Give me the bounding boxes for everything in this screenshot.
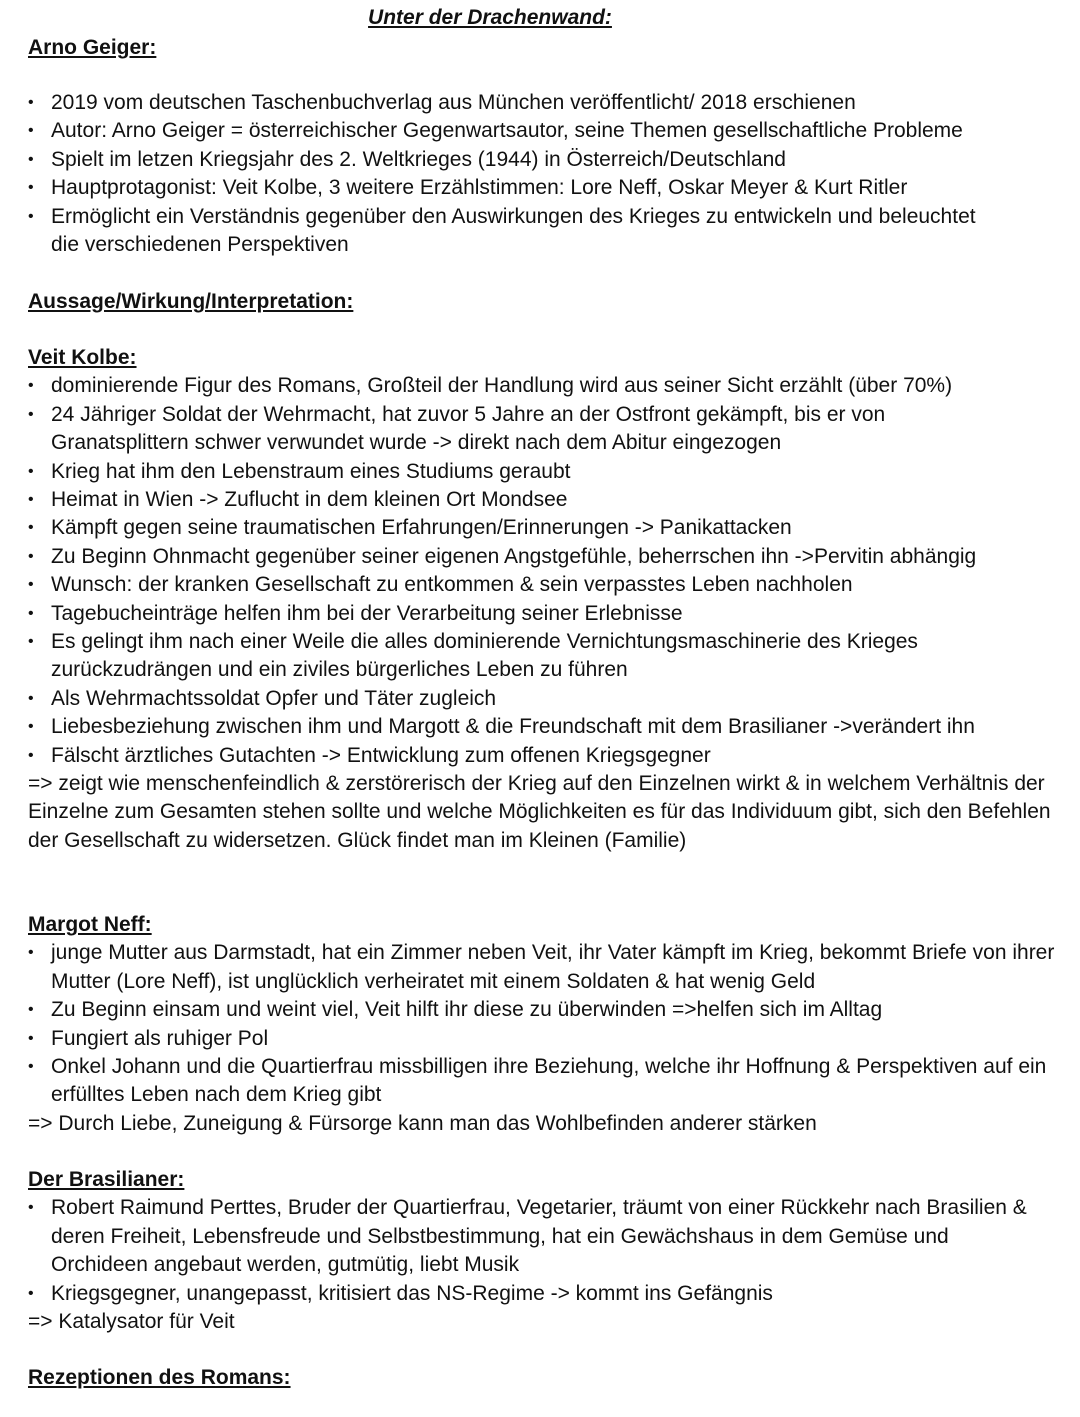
list-item: • Zu Beginn Ohnmacht gegenüber seiner eigenen Angstgefühle, beherrschen ihn ->Pervitin abhängig	[28, 543, 1068, 571]
veit-section	[28, 344, 1068, 855]
section-heading: Veit Kolbe:	[28, 346, 137, 369]
list-item: • 2019 vom deutschen Taschenbuchverlag aus München veröffentlicht/ 2018 erschienen	[28, 89, 1068, 117]
list-item: • Kämpft gegen seine traumatischen Erfahrungen/Erinnerungen -> Panikattacken	[28, 514, 1068, 542]
brasilianer-bullet-list	[28, 1194, 1068, 1308]
brasilianer-conclusion: => Katalysator für Veit	[28, 1310, 235, 1334]
list-item: • Autor: Arno Geiger = österreichischer Gegenwartsautor, seine Themen gesellschaftliche Probleme	[28, 117, 1068, 145]
list-item: • Hauptprotagonist: Veit Kolbe, 3 weitere Erzählstimmen: Lore Neff, Oskar Meyer & Kurt Ritler	[28, 174, 1068, 202]
author-heading: Arno Geiger:	[28, 36, 157, 59]
list-item: • Es gelingt ihm nach einer Weile die alles dominierende Vernichtungsmaschinerie des Krieges zurückzudrängen und ein ziviles bürgerliches Leben zu führen	[28, 628, 1068, 685]
list-item: • Fungiert als ruhiger Pol	[28, 1025, 1068, 1053]
list-item: • Zu Beginn einsam und weint viel, Veit hilft ihr diese zu überwinden =>helfen sich im Alltag	[28, 996, 1068, 1024]
aussage-section	[28, 288, 1068, 316]
section-heading: Rezeptionen des Romans:	[28, 1366, 291, 1389]
list-item: • Onkel Johann und die Quartierfrau missbilligen ihre Beziehung, welche ihr Hoffnung & Perspektiven auf ein erfülltes Leben nach dem Krieg gibt	[28, 1053, 1068, 1110]
section-heading: Margot Neff:	[28, 913, 152, 936]
list-item: • Tagebucheinträge helfen ihm bei der Verarbeitung seiner Erlebnisse	[28, 600, 1068, 628]
list-item: • Robert Raimund Perttes, Bruder der Quartierfrau, Vegetarier, träumt von einer Rückkehr nach Brasilien & deren Freiheit, Lebensfreude und Selbstbestimmung, hat ein Gewächshaus in dem Gemüse und Orchideen angebaut werden, gutmütig, liebt Musik	[28, 1194, 1068, 1279]
margot-section	[28, 911, 1068, 1138]
document-title: Unter der Drachenwand:	[368, 6, 612, 29]
list-item: • Ermöglicht ein Verständnis gegenüber den Auswirkungen des Krieges zu entwickeln und beleuchtet die verschiedenen Perspektiven	[28, 203, 1068, 260]
margot-conclusion: => Durch Liebe, Zuneigung & Fürsorge kann man das Wohlbefinden anderer stärken	[28, 1111, 817, 1135]
rezeptionen-section	[28, 1364, 1068, 1392]
list-item: • Fälscht ärztliches Gutachten -> Entwicklung zum offenen Kriegsgegner	[28, 742, 1068, 770]
list-item: • Wunsch: der kranken Gesellschaft zu entkommen & sein verpasstes Leben nachholen	[28, 571, 1068, 599]
margot-bullet-list	[28, 939, 1068, 1109]
list-item: • Krieg hat ihm den Lebenstraum eines Studiums geraubt	[28, 458, 1068, 486]
intro-section	[28, 89, 1068, 259]
section-heading: Aussage/Wirkung/Interpretation:	[28, 290, 354, 313]
veit-bullet-list	[28, 372, 1068, 770]
intro-bullet-list	[28, 89, 1068, 259]
list-item: • junge Mutter aus Darmstadt, hat ein Zimmer neben Veit, ihr Vater kämpft im Krieg, bekommt Briefe von ihrer Mutter (Lore Neff), ist unglücklich verheiratet mit einem Soldaten & hat wenig Geld	[28, 939, 1068, 996]
veit-conclusion: => zeigt wie menschenfeindlich & zerstörerisch der Krieg auf den Einzelnen wirkt & in welchem Verhältnis der Einzelne zum Gesamten stehen sollte und welche Möglichkeiten es für das Individuum gibt, sich den Befehlen der Gesellschaft zu widersetzen. Glück findet man im Kleinen (Familie)	[28, 772, 1051, 852]
list-item: • Liebesbeziehung zwischen ihm und Margott & die Freundschaft mit dem Brasilianer ->verändert ihn	[28, 713, 1068, 741]
list-item: • Heimat in Wien -> Zuflucht in dem kleinen Ort Mondsee	[28, 486, 1068, 514]
section-heading: Der Brasilianer:	[28, 1168, 185, 1191]
list-item: • dominierende Figur des Romans, Großteil der Handlung wird aus seiner Sicht erzählt (über 70%)	[28, 372, 1068, 400]
list-item: • Spielt im letzen Kriegsjahr des 2. Weltkrieges (1944) in Österreich/Deutschland	[28, 146, 1068, 174]
list-item: • 24 Jähriger Soldat der Wehrmacht, hat zuvor 5 Jahre an der Ostfront gekämpft, bis er von Granatsplittern schwer verwundet wurde -> direkt nach dem Abitur eingezogen	[28, 401, 1068, 458]
list-item: • Als Wehrmachtssoldat Opfer und Täter zugleich	[28, 685, 1068, 713]
brasilianer-section	[28, 1166, 1068, 1336]
list-item: • Kriegsgegner, unangepasst, kritisiert das NS-Regime -> kommt ins Gefängnis	[28, 1280, 1068, 1308]
